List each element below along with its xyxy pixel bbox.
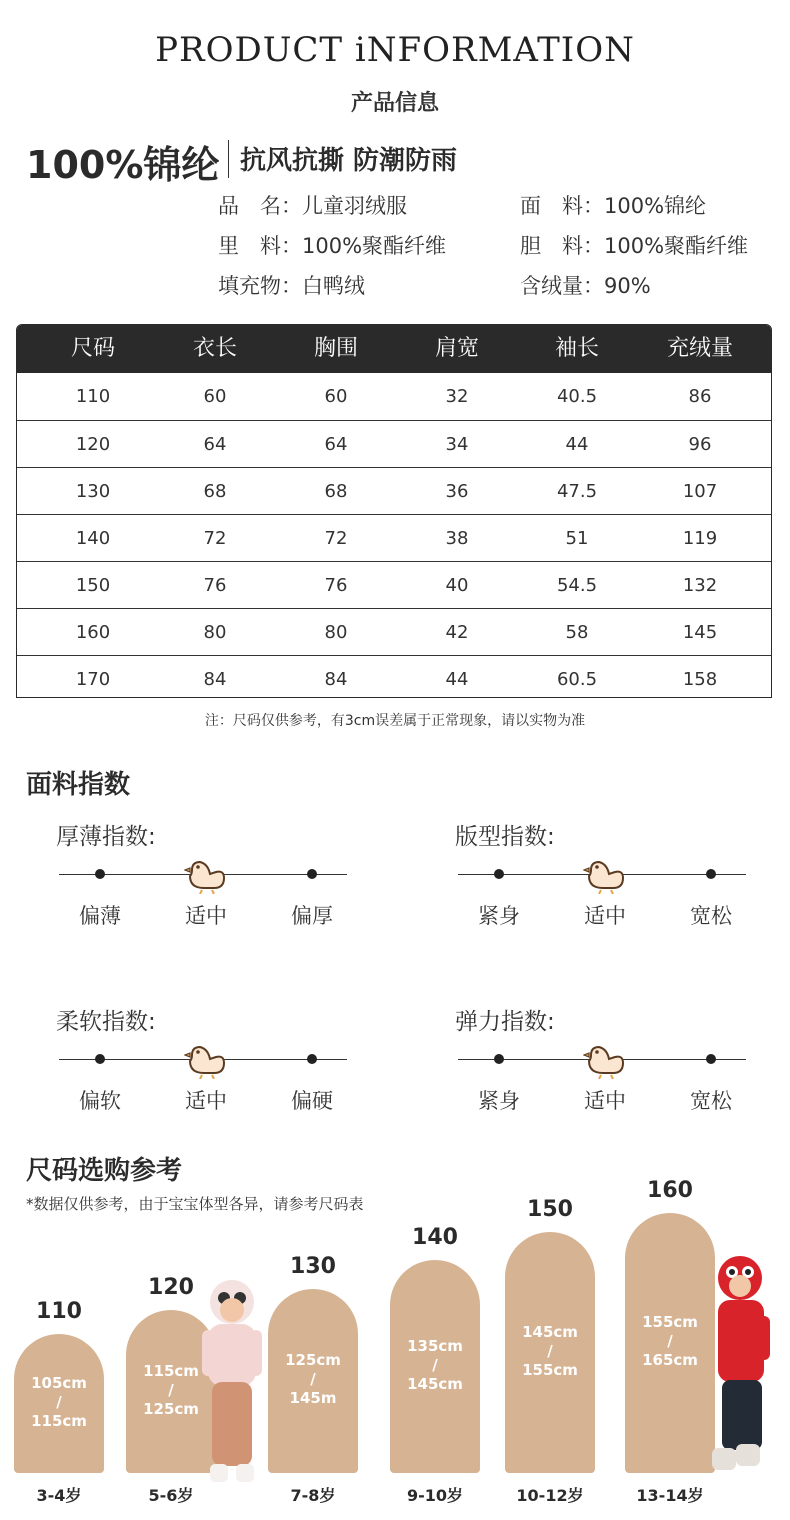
age-label: 7-8岁 xyxy=(290,1486,336,1505)
size-label: 110 xyxy=(36,1299,82,1324)
spec-item: 含绒量：90% xyxy=(520,274,651,298)
column-header: 袖长 xyxy=(554,336,599,361)
table-cell: 42 xyxy=(445,622,469,643)
table-cell: 140 xyxy=(75,528,111,549)
material-features: 抗风抗撕 防潮防雨 xyxy=(240,146,458,176)
table-cell: 68 xyxy=(203,481,227,502)
table-cell: 40.5 xyxy=(556,386,598,407)
age-label: 10-12岁 xyxy=(516,1486,584,1505)
table-cell: 132 xyxy=(682,575,718,596)
size-reference-note: *数据仅供参考，由于宝宝体型各异，请参考尺码表 xyxy=(26,1195,364,1213)
index-label: 厚薄指数: xyxy=(56,824,156,850)
table-cell: 64 xyxy=(203,434,227,455)
height-range-separator: / xyxy=(310,1370,316,1388)
height-range-top: 145cm xyxy=(522,1322,578,1341)
column-header: 肩宽 xyxy=(434,336,479,361)
scale-label: 偏厚 xyxy=(291,904,333,928)
scale-label: 紧身 xyxy=(478,904,520,928)
table-cell: 44 xyxy=(445,669,469,690)
table-cell: 84 xyxy=(203,669,227,690)
index-label: 版型指数: xyxy=(455,824,555,850)
height-range-top: 115cm xyxy=(143,1361,199,1380)
spec-item: 品 名：儿童羽绒服 xyxy=(218,194,407,218)
table-cell: 58 xyxy=(565,622,589,643)
table-cell: 60 xyxy=(324,386,348,407)
table-cell: 158 xyxy=(682,669,718,690)
table-cell: 36 xyxy=(445,481,469,502)
spec-item: 里 料：100%聚酯纤维 xyxy=(218,234,447,258)
height-range-bottom: 145m xyxy=(289,1389,337,1407)
duck-icon xyxy=(184,854,228,894)
scale-label: 适中 xyxy=(185,904,227,928)
table-cell: 60.5 xyxy=(556,669,598,690)
scale-label: 偏硬 xyxy=(291,1089,333,1113)
scale-label: 宽松 xyxy=(690,904,732,928)
scale-dot xyxy=(706,869,716,879)
table-cell: 72 xyxy=(324,528,348,549)
scale-dot xyxy=(706,1054,716,1064)
table-cell: 80 xyxy=(324,622,348,643)
table-cell: 38 xyxy=(445,528,469,549)
child-red-jacket-image xyxy=(708,1250,774,1480)
fabric-index-title: 面料指数 xyxy=(26,770,131,800)
scale-label: 适中 xyxy=(185,1089,227,1113)
table-cell: 86 xyxy=(688,386,712,407)
table-cell: 32 xyxy=(445,386,469,407)
table-row xyxy=(17,420,771,467)
height-range-top: 125cm xyxy=(285,1351,341,1369)
material-headline: 100%锦纶 xyxy=(26,143,220,187)
scale-label: 适中 xyxy=(584,1089,626,1113)
height-range-bottom: 145cm xyxy=(407,1374,463,1393)
index-label: 弹力指数: xyxy=(455,1009,555,1035)
height-range-bottom: 125cm xyxy=(143,1399,199,1418)
height-range-top: 105cm xyxy=(31,1373,87,1392)
child-pink-jacket-image xyxy=(196,1272,268,1494)
age-label: 5-6岁 xyxy=(148,1486,194,1505)
table-cell: 51 xyxy=(565,528,589,549)
table-cell: 76 xyxy=(324,575,348,596)
height-range-top: 155cm xyxy=(642,1313,698,1331)
table-cell: 80 xyxy=(203,622,227,643)
scale-label: 偏软 xyxy=(79,1089,121,1113)
duck-icon xyxy=(583,1039,627,1079)
table-cell: 84 xyxy=(324,669,348,690)
table-row xyxy=(17,373,771,420)
index-label: 柔软指数: xyxy=(56,1009,156,1035)
table-cell: 64 xyxy=(324,434,348,455)
duck-icon xyxy=(583,854,627,894)
column-header: 充绒量 xyxy=(666,336,733,361)
height-range-separator: / xyxy=(56,1392,62,1411)
column-header: 尺码 xyxy=(70,336,115,361)
table-row xyxy=(17,514,771,561)
size-reference-title: 尺码选购参考 xyxy=(26,1156,183,1186)
table-cell: 130 xyxy=(75,481,111,502)
scale-dot xyxy=(494,1054,504,1064)
table-row xyxy=(17,655,771,698)
table-cell: 107 xyxy=(682,481,718,502)
scale-dot xyxy=(95,869,105,879)
scale-dot xyxy=(307,1054,317,1064)
table-cell: 68 xyxy=(324,481,348,502)
height-range-bottom: 115cm xyxy=(31,1411,87,1430)
spec-item: 面 料：100%锦纶 xyxy=(520,194,707,218)
table-cell: 72 xyxy=(203,528,227,549)
height-range-top: 135cm xyxy=(407,1336,463,1355)
height-range-separator: / xyxy=(432,1355,438,1374)
scale-dot xyxy=(307,869,317,879)
table-cell: 110 xyxy=(75,386,111,407)
column-header: 衣长 xyxy=(192,336,237,361)
scale-label: 宽松 xyxy=(690,1089,732,1113)
age-label: 13-14岁 xyxy=(636,1486,704,1505)
divider xyxy=(228,140,229,178)
duck-icon xyxy=(184,1039,228,1079)
table-cell: 170 xyxy=(75,669,111,690)
table-cell: 60 xyxy=(203,386,227,407)
table-cell: 145 xyxy=(682,622,718,643)
height-range-separator: / xyxy=(667,1332,673,1350)
height-range-separator: / xyxy=(168,1380,174,1399)
size-label: 130 xyxy=(290,1254,336,1279)
spec-item: 胆 料：100%聚酯纤维 xyxy=(520,234,749,258)
height-range-separator: / xyxy=(547,1341,553,1360)
height-range-bottom: 165cm xyxy=(642,1351,698,1369)
table-cell: 120 xyxy=(75,434,111,455)
table-cell: 76 xyxy=(203,575,227,596)
size-label: 150 xyxy=(527,1197,573,1222)
table-cell: 160 xyxy=(75,622,111,643)
size-label: 140 xyxy=(412,1225,458,1250)
table-row xyxy=(17,561,771,608)
scale-dot xyxy=(494,869,504,879)
spec-item: 填充物：白鸭绒 xyxy=(218,274,365,298)
size-label: 120 xyxy=(148,1275,194,1300)
table-cell: 40 xyxy=(445,575,469,596)
table-row xyxy=(17,467,771,514)
table-cell: 150 xyxy=(75,575,111,596)
size-label: 160 xyxy=(647,1178,693,1203)
table-row xyxy=(17,608,771,655)
column-header: 胸围 xyxy=(313,336,358,361)
scale-dot xyxy=(95,1054,105,1064)
page-subtitle: 产品信息 xyxy=(350,91,439,116)
table-cell: 54.5 xyxy=(556,575,598,596)
table-cell: 34 xyxy=(445,434,469,455)
size-table xyxy=(16,324,772,698)
table-cell: 47.5 xyxy=(556,481,598,502)
scale-label: 偏薄 xyxy=(79,904,121,928)
scale-label: 紧身 xyxy=(478,1089,520,1113)
age-label: 9-10岁 xyxy=(406,1486,464,1505)
table-cell: 44 xyxy=(565,434,589,455)
age-label: 3-4岁 xyxy=(36,1486,82,1505)
table-header xyxy=(17,325,771,373)
table-cell: 119 xyxy=(682,528,718,549)
table-note: 注：尺码仅供参考，有3cm误差属于正常现象，请以实物为准 xyxy=(204,713,586,729)
table-cell: 96 xyxy=(688,434,712,455)
height-range-bottom: 155cm xyxy=(522,1360,578,1379)
page-title: PRODUCT iNFORMATION xyxy=(155,30,635,70)
scale-label: 适中 xyxy=(584,904,626,928)
